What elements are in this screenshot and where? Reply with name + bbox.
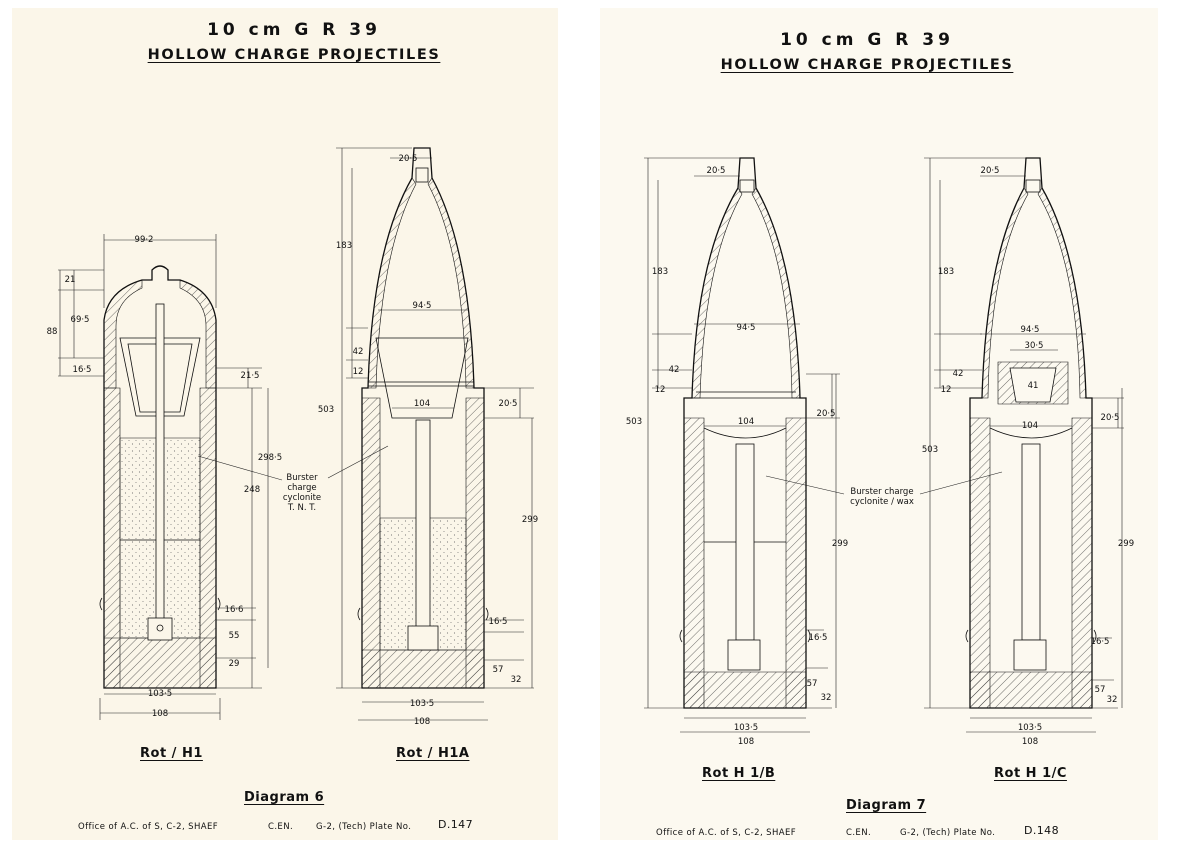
dim-label: 94·5: [412, 301, 432, 311]
dim-label: 20·5: [816, 409, 836, 419]
diagram-label: Diagram 7: [846, 798, 927, 813]
dim-label: 42: [352, 347, 364, 357]
dim-label: 32: [510, 675, 522, 685]
dim-label: 183: [651, 267, 669, 277]
projectile-drawings-left: [12, 8, 558, 840]
footer-cen: C.EN.: [268, 822, 294, 832]
projectile-label-rot-h1b: Rot H 1/B: [702, 766, 776, 781]
projectile-label-rot-h1a: Rot / H1A: [396, 746, 470, 761]
footer-office: Office of A.C. of S, C-2, SHAEF: [656, 828, 797, 838]
dim-label: 20·5: [498, 399, 518, 409]
dim-label: 32: [820, 693, 832, 703]
dim-label: 94·5: [1020, 325, 1040, 335]
callout-line: Burster charge: [850, 487, 914, 497]
dim-label: 16·5: [1090, 637, 1110, 647]
dim-label: 20·5: [706, 166, 726, 176]
dim-label: 503: [921, 445, 939, 455]
projectile-rot-h1b: [644, 158, 840, 732]
dim-label: 20·5: [398, 154, 418, 164]
dim-label: 103·5: [1017, 723, 1043, 733]
footer-cen: C.EN.: [846, 828, 872, 838]
dim-label: 57: [1094, 685, 1106, 695]
footer-office: Office of A.C. of S, C-2, SHAEF: [78, 822, 219, 832]
dim-label: 41: [1027, 381, 1039, 391]
dim-label: 16·5: [488, 617, 508, 627]
dim-label: 503: [317, 405, 335, 415]
dim-label: 20·5: [1100, 413, 1120, 423]
callout-line: charge: [287, 483, 317, 493]
dim-label: 183: [937, 267, 955, 277]
footer-plate-no: D.147: [438, 818, 473, 831]
plate-diagram-7: [600, 8, 1158, 840]
dim-label: 104: [1021, 421, 1039, 431]
dim-label: 299: [1117, 539, 1135, 549]
plate-diagram-6: [12, 8, 558, 840]
dim-label: 32: [1106, 695, 1118, 705]
dim-label: 20·5: [980, 166, 1000, 176]
plate-title: 10 cm G R 39: [780, 30, 954, 50]
dim-label: 12: [940, 385, 952, 395]
dim-label: 94·5: [736, 323, 756, 333]
dim-label: 21: [64, 275, 76, 285]
dim-label: 55: [228, 631, 240, 641]
plate-subtitle: HOLLOW CHARGE PROJECTILES: [147, 47, 441, 63]
projectile-label-rot-h1: Rot / H1: [140, 746, 203, 761]
dim-label: 99·2: [134, 235, 154, 245]
plate-title: 10 cm G R 39: [207, 20, 381, 40]
dim-label: 103·5: [409, 699, 435, 709]
dim-label: 108: [151, 709, 169, 719]
dim-label: 299: [831, 539, 849, 549]
dim-label: 16·5: [72, 365, 92, 375]
dim-label: 42: [952, 369, 964, 379]
callout-burster-charge-left: [198, 446, 388, 513]
callout-line: T. N. T.: [287, 503, 317, 513]
dim-label: 104: [413, 399, 431, 409]
dim-label: 103·5: [733, 723, 759, 733]
dim-label: 108: [413, 717, 431, 727]
dim-label: 57: [492, 665, 504, 675]
callout-line: Burster: [286, 473, 318, 483]
dim-label: 248: [243, 485, 261, 495]
dim-label: 503: [625, 417, 643, 427]
dim-label: 12: [654, 385, 666, 395]
dim-label: 16·5: [808, 633, 828, 643]
diagram-label: Diagram 6: [244, 790, 325, 805]
projectile-rot-h1: [58, 234, 268, 720]
dim-label: 30·5: [1024, 341, 1044, 351]
footer-plate-no: D.148: [1024, 824, 1059, 837]
dim-label: 104: [737, 417, 755, 427]
dim-label: 21·5: [240, 371, 260, 381]
footer-plate: G-2, (Tech) Plate No.: [900, 828, 996, 838]
dim-label: 88: [46, 327, 58, 337]
dim-label: 12: [352, 367, 364, 377]
projectile-label-rot-h1c: Rot H 1/C: [994, 766, 1067, 781]
dim-label: 299: [521, 515, 539, 525]
footer-plate: G-2, (Tech) Plate No.: [316, 822, 412, 832]
dim-label: 57: [806, 679, 818, 689]
dim-label: 103·5: [147, 689, 173, 699]
projectile-rot-h1a: [336, 148, 534, 720]
dim-label: 42: [668, 365, 680, 375]
dim-label: 29: [228, 659, 240, 669]
dim-label: 298·5: [257, 453, 283, 463]
callout-line: cyclonite / wax: [850, 497, 914, 507]
projectile-drawings-right: [600, 8, 1158, 840]
dim-label: 108: [1021, 737, 1039, 747]
dim-label: 69·5: [70, 315, 90, 325]
plate-subtitle: HOLLOW CHARGE PROJECTILES: [720, 57, 1014, 73]
dim-label: 108: [737, 737, 755, 747]
dim-label: 183: [335, 241, 353, 251]
callout-line: cyclonite: [282, 493, 322, 503]
dim-label: 16·6: [224, 605, 244, 615]
